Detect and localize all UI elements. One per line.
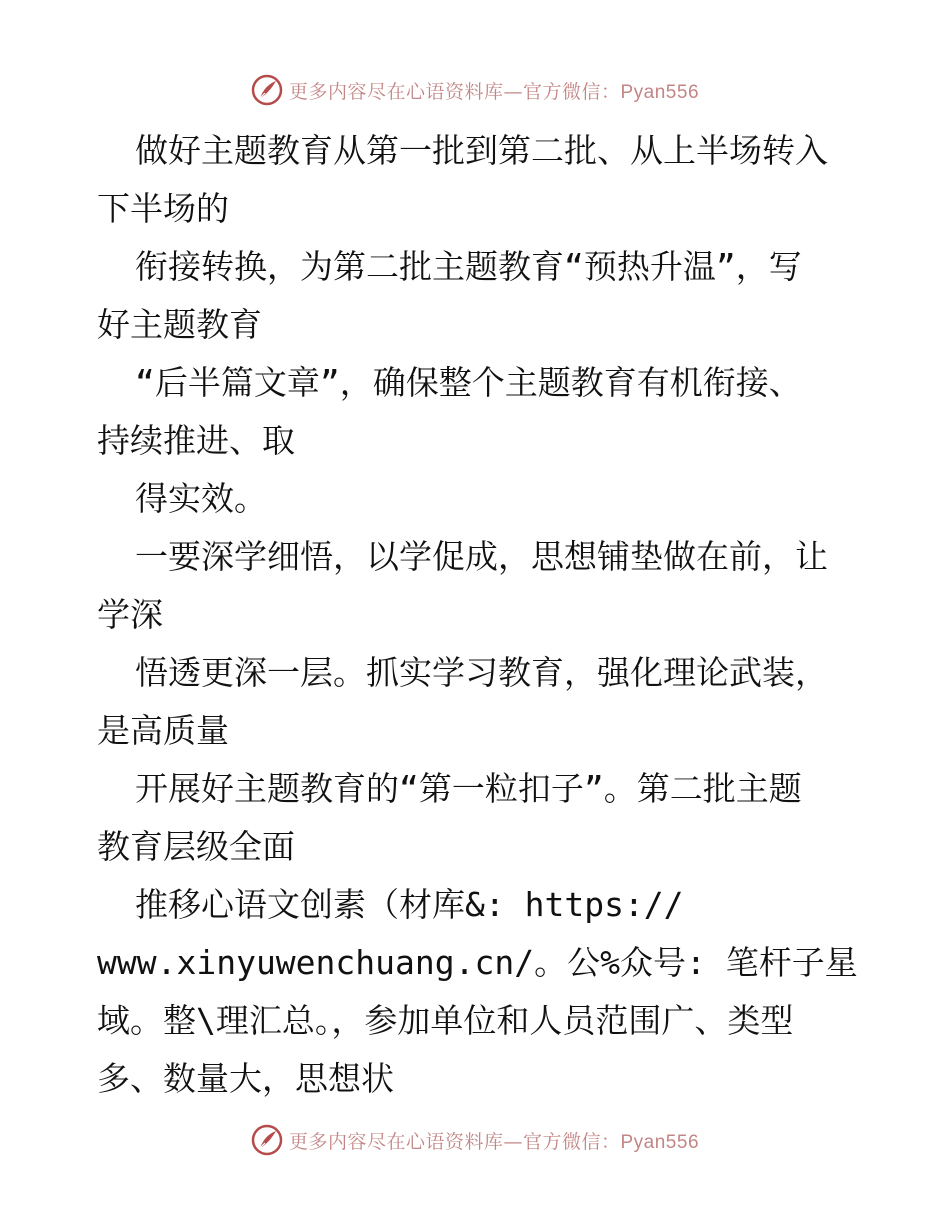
text-line: 推移心语文创素（材库&: https:// [135,885,684,924]
footer-banner [0,1122,950,1158]
feather-pen-logo-icon [251,74,283,106]
footer-wechat-id: Pyan556 [620,1131,700,1153]
text-line: 衔接转换，为第二批主题教育“预热升温”，写 [135,247,802,286]
text-line: 开展好主题教育的“第一粒扣子”。第二批主题 [135,769,802,808]
text-line: 多、数量大，思想状 [97,1059,394,1098]
footer-banner-text: 更多内容尽在心语资料库—官方微信：Pyan556 [288,1130,700,1153]
document-body [97,122,857,1108]
header-banner-text: 更多内容尽在心语资料库—官方微信：Pyan556 [288,80,700,103]
text-line: 做好主题教育从第一批到第二批、从上半场转入 [135,131,828,170]
text-line: www.xinyuwenchuang.cn/。公%众号: 笔杆子星 [97,943,858,982]
text-line: 域。整\理汇总。，参加单位和人员范围广、类型 [97,1001,794,1040]
text-line: 得实效。 [135,479,267,518]
text-line: 悟透更深一层。抓实学习教育，强化理论武装， [135,653,828,692]
header-banner [0,72,950,108]
text-line: 是高质量 [97,711,229,750]
text-line: 下半场的 [97,189,229,228]
text-line: 一要深学细悟，以学促成，思想铺垫做在前，让 [135,537,828,576]
header-banner-content[interactable] [251,74,699,106]
footer-banner-content[interactable] [251,1124,699,1156]
header-wechat-id: Pyan556 [620,81,700,103]
feather-pen-logo-icon [251,1124,283,1156]
text-line: “后半篇文章”，确保整个主题教育有机衔接、 [135,363,802,402]
text-line: 教育层级全面 [97,827,295,866]
text-line: 好主题教育 [97,305,262,344]
text-line: 学深 [97,595,163,634]
text-line: 持续推进、取 [97,421,295,460]
